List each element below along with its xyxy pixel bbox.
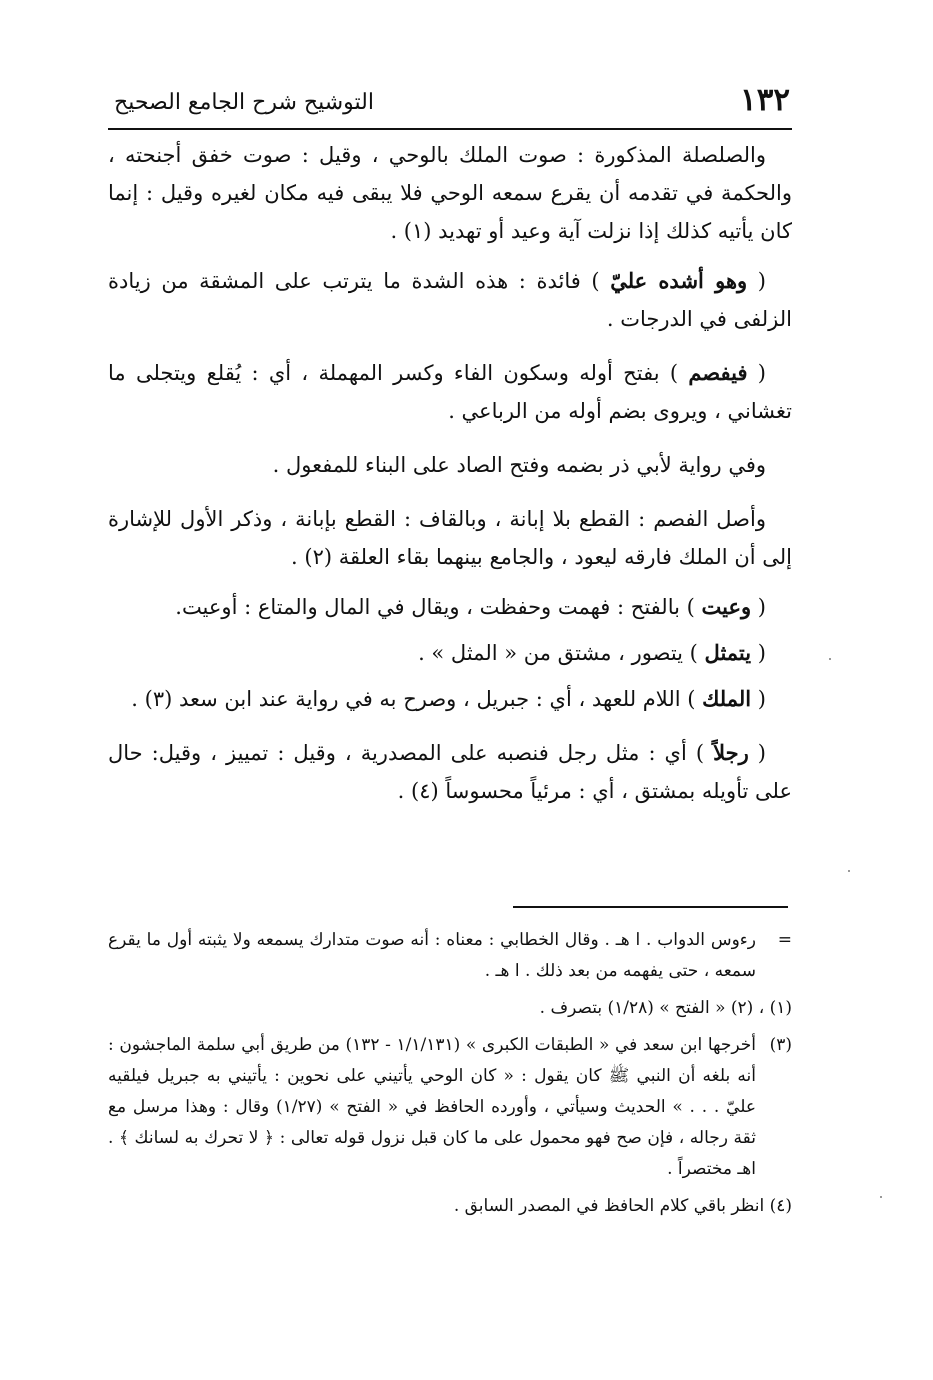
paragraph-text: ) يتصور ، مشتق من « المثل » . bbox=[418, 641, 705, 665]
page-number: ١٣٢ bbox=[740, 82, 790, 118]
footnote-marker: (٣) bbox=[769, 1035, 792, 1055]
paragraph-text: ) بفتح أوله وسكون الفاء وكسر المهملة ، أي : يُقلع ويتجلى ما تغشاني ، ويروى بضم أوله من الرباعي . bbox=[108, 361, 792, 423]
bracket: ( bbox=[747, 269, 766, 293]
paragraph bbox=[108, 634, 792, 672]
page-header bbox=[108, 78, 792, 130]
paragraph bbox=[108, 262, 792, 338]
scan-speck bbox=[829, 658, 831, 660]
footnote-divider bbox=[513, 906, 788, 908]
bracket: ( bbox=[751, 641, 766, 665]
paragraph bbox=[108, 354, 792, 430]
footnote bbox=[108, 993, 792, 1024]
hadith-term: وعيت bbox=[701, 594, 752, 619]
bracket: ( bbox=[747, 361, 767, 385]
footnote bbox=[108, 925, 792, 987]
paragraph-text: وفي رواية لأبي ذر بضمه وفتح الصاد على البناء للمفعول . bbox=[272, 453, 766, 477]
paragraph-text: ) أي : مثل رجل فنصبه على المصدرية ، وقيل : تمييز ، وقيل: حال على تأويله بمشتق ، أي : مرئياً محسوساً (٤) . bbox=[108, 741, 792, 803]
paragraph bbox=[108, 446, 792, 484]
paragraph bbox=[108, 588, 792, 626]
scan-speck bbox=[880, 1196, 882, 1198]
paragraph-text: ) فائدة : هذه الشدة ما يترتب على المشقة من زيادة الزلفى في الدرجات . bbox=[108, 269, 792, 331]
footnote-text: أخرجها ابن سعد في « الطبقات الكبرى » (١/١/١٣١ - ١٣٢) من طريق أبي سلمة الماجشون : أنه بلغه أن النبي ﷺ كان يقول : « كان الوحي يأتيني على نحوين : يأتيني به جبريل فيلقيه عليّ . . . » الحديث وسيأتي ، وأورده الحافظ في « الفتح » (١/٢٧) وقال : وهذا مرسل مع ثقة رجاله ، فإن صح فهو محمول على ما كان قبل نزول قوله تعالى : ﴿ لا تحرك به لسانك ﴾ . اهـ مختصراً . bbox=[108, 1035, 756, 1179]
hadith-term: يتمثل bbox=[704, 640, 752, 665]
bracket: ( bbox=[751, 595, 766, 619]
bracket: ( bbox=[748, 741, 766, 765]
footnote-text: رءوس الدواب . ا هـ . وقال الخطابي : معناه : أنه صوت متدارك يسمعه ولا يثبته أول ما يقرع سمعه ، حتى يفهمه من بعد ذلك . ا هـ . bbox=[108, 930, 756, 981]
footnote-marker: = bbox=[777, 930, 792, 950]
hadith-term: وهو أشده عليّ bbox=[610, 268, 748, 293]
bracket: ( bbox=[751, 687, 766, 711]
main-text bbox=[108, 136, 792, 822]
hadith-term: الملك bbox=[702, 686, 752, 711]
paragraph-text: والصلصلة المذكورة : صوت الملك بالوحي ، وقيل : صوت خفق أجنحته ، والحكمة في تقدمه أن يقرع سمعه الوحي فلا يبقى فيه مكان لغيره وقيل : إنما كان يأتيه كذلك إذا نزلت آية وعيد أو تهديد (١) . bbox=[108, 143, 792, 243]
running-title: التوشيح شرح الجامع الصحيح bbox=[114, 90, 374, 115]
footnote bbox=[108, 1030, 792, 1185]
paragraph bbox=[108, 734, 792, 810]
paragraph-text: ) بالفتح : فهمت وحفظت ، ويقال في المال والمتاع : أوعيت. bbox=[175, 595, 702, 619]
footnotes bbox=[108, 925, 792, 1228]
scan-speck bbox=[848, 870, 850, 872]
paragraph bbox=[108, 500, 792, 576]
hadith-term: رجلاً bbox=[713, 740, 749, 765]
paragraph bbox=[108, 680, 792, 718]
footnote bbox=[108, 1191, 792, 1222]
paragraph bbox=[108, 136, 792, 250]
hadith-term: فيفصم bbox=[688, 360, 748, 385]
footnote-text: (١) ، (٢) « الفتح » (١/٢٨) بتصرف . bbox=[539, 998, 792, 1018]
paragraph-text: وأصل الفصم : القطع بلا إبانة ، وبالقاف : القطع بإبانة ، وذكر الأول للإشارة إلى أن الملك فارقه ليعود ، والجامع بينهما بقاء العلقة (٢) . bbox=[108, 507, 792, 569]
footnote-text: (٤) انظر باقي كلام الحافظ في المصدر السابق . bbox=[453, 1196, 792, 1216]
paragraph-text: ) اللام للعهد ، أي : جبريل ، وصرح به في رواية عند ابن سعد (٣) . bbox=[131, 687, 703, 711]
